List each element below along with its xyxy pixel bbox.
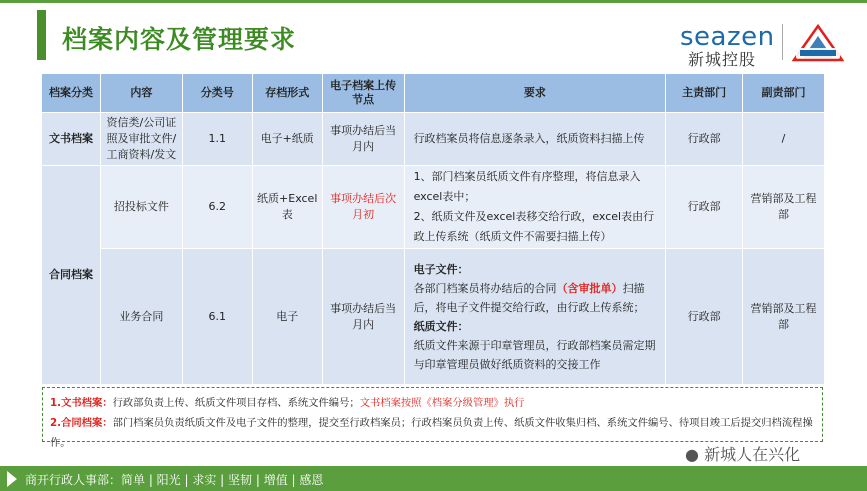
text-highlight: （含审批单） [556,281,623,295]
paper-file-text: 纸质文件来源于印章管理员，行政部档案员需定期与印章管理员做好纸质资料的交接工作 [413,338,656,371]
cell-node: 事项办结后当月内 [322,113,404,166]
cell-code: 6.2 [182,166,252,249]
header-code: 分类号 [182,74,252,113]
cell-content: 资信类/公司证照及审批文件/工商资料/发文 [100,113,182,166]
cell-sub-dept: / [743,113,825,166]
header-requirement: 要求 [404,74,666,113]
note-1 [50,393,815,413]
cell-sub-dept: 营销部及工程部 [743,249,825,385]
requirement-line: 2、纸质文件及excel表移交给行政，excel表由行政上传系统（纸质文件不需要扫描上传） [413,210,655,243]
cell-form: 电子+纸质 [252,113,322,166]
header-category: 档案分类 [42,74,101,113]
cell-main-dept: 行政部 [666,249,743,385]
title-accent-bar [37,10,46,60]
seazen-logo-cn: 新城控股 [688,50,757,69]
cell-requirement [404,166,666,249]
header-main-dept: 主责部门 [666,74,743,113]
partner-logo-icon [792,24,844,64]
text-fragment: 扫描后，将电子文件提交给行政，由行政上传系统； [413,281,645,314]
cell-main-dept: 行政部 [666,113,743,166]
page-title: 档案内容及管理要求 [62,25,297,54]
table-row [42,166,825,249]
note-label: 2.合同档案： [50,417,113,429]
note-highlight: 文书档案按照《档案分级管理》执行 [359,397,525,409]
notes-box [42,387,823,449]
cell-main-dept: 行政部 [666,166,743,249]
cell-code: 1.1 [182,113,252,166]
table-row [42,113,825,166]
cell-form: 电子 [252,249,322,385]
electronic-file-text [414,279,662,317]
electronic-file-title: 电子文件： [413,262,469,276]
wechat-account-name: 新城人在兴化 [704,445,801,464]
cell-node: 事项办结后次月初 [322,166,404,249]
cell-content: 业务合同 [100,249,182,385]
logo-separator [782,24,783,60]
top-bar [0,0,867,3]
table-header-row [42,74,825,113]
text-fragment: 各部门档案员将办结后的合同 [413,281,557,295]
cell-content: 招投标文件 [100,166,182,249]
paper-file-title: 纸质文件： [413,319,469,333]
note-text: 行政部负责上传、纸质文件项目存档、系统文件编号； [112,397,360,409]
footer-text: 商开行政人事部：简单 | 阳光 | 求实 | 坚韧 | 增值 | 感恩 [25,473,324,487]
cell-code: 6.1 [182,249,252,385]
cell-requirement [404,249,666,385]
header-content: 内容 [100,74,182,113]
footer-bar [0,466,867,491]
cell-form: 纸质+Excel表 [252,166,322,249]
footer-arrow-icon [7,471,17,487]
cell-node: 事项办结后当月内 [322,249,404,385]
cell-requirement: 行政档案员将信息逐条录入，纸质资料扫描上传 [404,113,666,166]
seazen-logo: seazen [680,22,775,52]
requirement-line: 1、部门档案员纸质文件有序整理，将信息录入excel表中； [413,170,641,203]
cell-sub-dept: 营销部及工程部 [743,166,825,249]
wechat-watermark [685,442,800,465]
note-text: 部门档案员负责纸质文件及电子文件的整理，提交至行政档案员；行政档案员负责上传、纸质文件收集归档、系统文件编号、待项目竣工后提交归档流程操作。 [50,417,813,449]
cell-category: 文书档案 [42,113,101,166]
table-row [42,249,825,385]
header-upload-node: 电子档案上传节点 [322,74,404,113]
header-sub-dept: 副责部门 [743,74,825,113]
note-label: 1.文书档案： [50,397,113,409]
wechat-icon: ● [685,445,699,464]
cell-category: 合同档案 [42,166,101,385]
archive-table [41,73,825,385]
header-form: 存档形式 [252,74,322,113]
